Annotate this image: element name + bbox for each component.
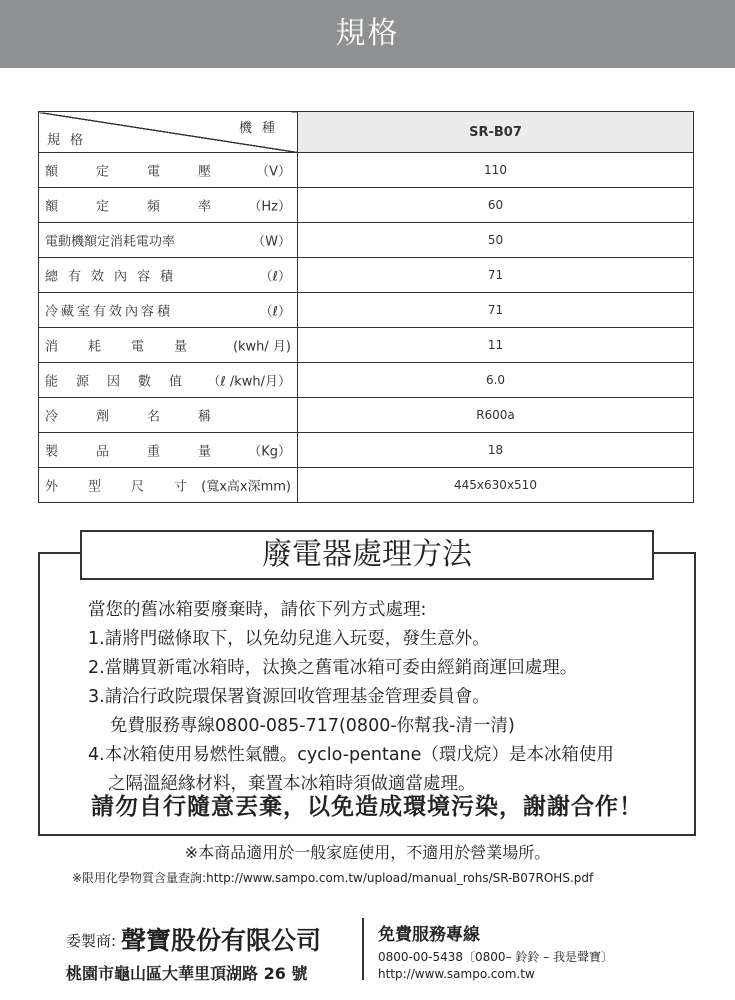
spec-row <box>39 433 694 468</box>
corner-model-label: 機種 <box>238 121 285 136</box>
spec-value: R600a <box>298 398 694 433</box>
spec-unit: （ℓ /kwh/月） <box>207 374 291 390</box>
spec-unit: （ℓ） <box>259 269 291 285</box>
disposal-title: 廢電器處理方法 <box>80 530 654 580</box>
spec-unit: （Hz） <box>248 199 291 215</box>
disposal-item: 3.請洽行政院環保署資源回收管理基金管理委員會。 <box>88 687 490 707</box>
spec-label: 電動機額定消耗電功率 <box>45 234 176 250</box>
spec-unit: (寬x高x深mm) <box>201 479 291 495</box>
spec-row <box>39 468 694 503</box>
spec-row <box>39 398 694 433</box>
banner-title: 規格 <box>335 16 400 51</box>
spec-value: 445x630x510 <box>298 468 694 503</box>
disposal-instructions <box>88 596 614 799</box>
frame-line <box>38 552 82 554</box>
disposal-item-continued: 免費服務專線0800-085-717(0800-你幫我-清一清) <box>110 716 515 736</box>
spec-value: 60 <box>298 188 694 223</box>
rohs-note: ※限用化學物質含量查詢:http://www.sampo.com.tw/upload/manual_rohs/SR-B07ROHS.pdf <box>72 871 594 885</box>
spec-row <box>39 328 694 363</box>
disposal-warning: 請勿自行隨意丟棄，以免造成環境污染，謝謝合作！ <box>91 794 643 820</box>
spec-label: 額定電壓 <box>45 164 250 180</box>
spec-unit: (kwh/ 月) <box>232 339 291 355</box>
spec-corner-cell <box>39 112 298 153</box>
spec-header-row <box>39 112 694 153</box>
spec-label: 外型尺寸 <box>45 479 218 495</box>
spec-row <box>39 293 694 328</box>
spec-label: 總有效內容積 <box>45 269 184 285</box>
maker-address: 桃園市龜山區大華里頂湖路 26 號 <box>66 964 308 983</box>
spec-value: 50 <box>298 223 694 258</box>
spec-row <box>39 363 694 398</box>
spec-label: 冷藏室有效內容積 <box>45 304 174 320</box>
disposal-item-continued: 之隔溫絕緣材料，棄置本冰箱時須做適當處理。 <box>108 774 476 794</box>
spec-unit: （Kg） <box>248 444 291 460</box>
spec-unit: （ℓ） <box>259 304 291 320</box>
disposal-intro: 當您的舊冰箱要廢棄時，請依下列方式處理: <box>88 600 427 620</box>
model-name: SR-B07 <box>298 112 694 153</box>
spec-row <box>39 223 694 258</box>
disposal-item: 1.請將門磁條取下，以免幼兒進入玩耍，發生意外。 <box>88 629 490 649</box>
spec-row <box>39 258 694 293</box>
spec-value: 110 <box>298 153 694 188</box>
spec-row <box>39 153 694 188</box>
disposal-item: 2.當購買新電冰箱時，汰換之舊電冰箱可委由經銷商運回處理。 <box>88 658 578 678</box>
service-title: 免費服務專線 <box>378 925 480 945</box>
spec-value: 6.0 <box>298 363 694 398</box>
service-phone: 0800-00-5438〔0800– 鈴鈴 – 我是聲寶〕 <box>378 950 613 964</box>
spec-value: 71 <box>298 293 694 328</box>
maker-label: 委製商: <box>66 932 117 950</box>
spec-unit: （V） <box>256 164 291 180</box>
disposal-item: 4.本冰箱使用易燃性氣體。cyclo-pentane（環戊烷）是本冰箱使用 <box>88 745 614 765</box>
spec-label: 製品重量 <box>45 444 250 460</box>
spec-value: 18 <box>298 433 694 468</box>
spec-value: 11 <box>298 328 694 363</box>
corner-spec-label: 規格 <box>47 133 94 148</box>
spec-label: 額定頻率 <box>45 199 250 215</box>
spec-table <box>38 111 694 503</box>
spec-row <box>39 188 694 223</box>
footer-divider <box>362 918 364 980</box>
service-url[interactable]: http://www.sampo.com.tw <box>378 967 535 981</box>
maker-name: 聲寶股份有限公司 <box>121 926 322 955</box>
frame-line <box>650 552 694 554</box>
spec-value: 71 <box>298 258 694 293</box>
spec-label: 能源因數值 <box>45 374 201 390</box>
usage-note: ※本商品適用於一般家庭使用，不適用於營業場所。 <box>184 843 551 862</box>
spec-unit: （W） <box>252 234 291 250</box>
page-banner <box>0 0 735 68</box>
spec-label: 冷劑名稱 <box>45 409 250 425</box>
spec-label: 消耗電量 <box>45 339 218 355</box>
